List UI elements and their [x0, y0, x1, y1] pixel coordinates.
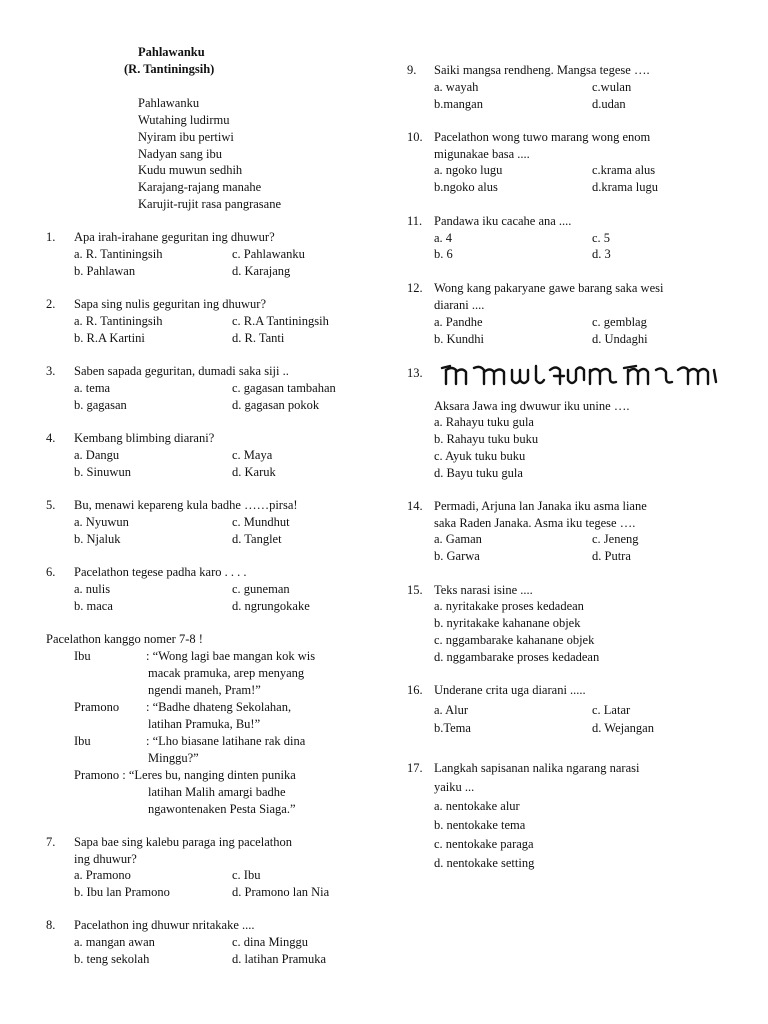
- question-text: Saben sapada geguritan, dumadi saka siji ..: [74, 364, 289, 378]
- option-c: c. Jeneng: [592, 532, 639, 546]
- question-number: 2.: [46, 297, 56, 311]
- option-c: c. Maya: [232, 448, 273, 462]
- dialog-line: Minggu?”: [148, 751, 199, 765]
- option-a: a. Alur: [434, 703, 469, 717]
- option-b: b. Sinuwun: [74, 465, 131, 479]
- option-d: d.krama lugu: [592, 180, 658, 194]
- option-c: c. 5: [592, 231, 611, 245]
- option-a: a. R. Tantiningsih: [74, 247, 163, 261]
- option-d: d. latihan Pramuka: [232, 952, 327, 966]
- dialog-line: : “Lho biasane latihane rak dina: [146, 734, 306, 748]
- question-number: 12.: [407, 281, 423, 295]
- option-d: d. Tanglet: [232, 532, 282, 546]
- dialog-line: ngendi maneh, Pram!”: [148, 683, 261, 697]
- option-c: c. guneman: [232, 582, 290, 596]
- option-d: d. Bayu tuku gula: [434, 466, 523, 480]
- option-a: a. 4: [434, 231, 453, 245]
- question-number: 3.: [46, 364, 56, 378]
- question-text: Saiki mangsa rendheng. Mangsa tegese ….: [434, 63, 650, 77]
- poem-author: (R. Tantiningsih): [124, 62, 215, 76]
- option-b: b. R.A Kartini: [74, 331, 145, 345]
- option-b: b. Ibu lan Pramono: [74, 885, 170, 899]
- question-number: 17.: [407, 761, 423, 775]
- option-c: c.wulan: [592, 80, 632, 94]
- question-number: 9.: [407, 63, 417, 77]
- question-number: 6.: [46, 565, 56, 579]
- option-d: d. nentokake setting: [434, 856, 535, 870]
- question-text: Langkah sapisanan nalika ngarang narasi: [434, 761, 640, 775]
- option-d: d.udan: [592, 97, 626, 111]
- dialog-line: : “Wong lagi bae mangan kok wis: [146, 649, 316, 663]
- option-c: c. dina Minggu: [232, 935, 309, 949]
- question-number: 8.: [46, 918, 56, 932]
- option-c: c. gemblag: [592, 315, 647, 329]
- question-text: Bu, menawi kepareng kula badhe ……pirsa!: [74, 498, 298, 512]
- poem-line: Wutahing ludirmu: [138, 113, 230, 127]
- question-text: diarani ....: [434, 298, 485, 312]
- dialog-speaker: Pramono: [74, 700, 120, 714]
- question-text: Sapa bae sing kalebu paraga ing pacelathon: [74, 835, 292, 849]
- question-number: 1.: [46, 230, 56, 244]
- option-c: c. Ibu: [232, 868, 261, 882]
- option-b: b. maca: [74, 599, 113, 613]
- question-text: Kembang blimbing diarani?: [74, 431, 215, 445]
- option-c: c. Latar: [592, 703, 631, 717]
- option-b: b. gagasan: [74, 398, 127, 412]
- option-b: b. Garwa: [434, 549, 480, 563]
- option-a: a. Dangu: [74, 448, 120, 462]
- question-text: Underane crita uga diarani .....: [434, 683, 586, 697]
- option-a: a. nulis: [74, 582, 111, 596]
- poem-line: Nyiram ibu pertiwi: [138, 130, 234, 144]
- question-text: Teks narasi isine ....: [434, 583, 533, 597]
- option-d: d. Pramono lan Nia: [232, 885, 330, 899]
- option-b: b.mangan: [434, 97, 483, 111]
- dialog-line: ngawontenaken Pesta Siaga.”: [148, 802, 296, 816]
- question-text: migunakae basa ....: [434, 147, 530, 161]
- question-text: Wong kang pakaryane gawe barang saka wesi: [434, 281, 664, 295]
- poem-line: Nadyan sang ibu: [138, 147, 223, 161]
- option-b: b. nentokake tema: [434, 818, 526, 832]
- poem-line: Pahlawanku: [138, 96, 200, 110]
- option-c: c. gagasan tambahan: [232, 381, 336, 395]
- javanese-script-image: [440, 362, 720, 388]
- poem-line: Karujit-rujit rasa pangrasane: [138, 197, 281, 211]
- option-d: d. Putra: [592, 549, 631, 563]
- question-text: ing dhuwur?: [74, 852, 137, 866]
- question-text: saka Raden Janaka. Asma iku tegese ….: [434, 516, 636, 530]
- question-number: 10.: [407, 130, 423, 144]
- option-a: a. tema: [74, 381, 111, 395]
- option-c: c. Ayuk tuku buku: [434, 449, 526, 463]
- option-a: a. nyritakake proses kedadean: [434, 599, 584, 613]
- question-number: 15.: [407, 583, 423, 597]
- option-b: b. Njaluk: [74, 532, 121, 546]
- option-d: d. Wejangan: [592, 721, 654, 735]
- option-b: b. Pahlawan: [74, 264, 136, 278]
- question-text: Pacelathon tegese padha karo . . . .: [74, 565, 247, 579]
- question-number: 4.: [46, 431, 56, 445]
- question-text: Permadi, Arjuna lan Janaka iku asma liane: [434, 499, 647, 513]
- option-d: d. 3: [592, 247, 611, 261]
- dialog-line: : “Badhe dhateng Sekolahan,: [146, 700, 292, 714]
- question-number: 5.: [46, 498, 56, 512]
- option-b: b. Rahayu tuku buku: [434, 432, 539, 446]
- option-b: b. Kundhi: [434, 332, 484, 346]
- option-a: a. Pramono: [74, 868, 131, 882]
- dialog-line: macak pramuka, arep menyang: [148, 666, 305, 680]
- question-number: 14.: [407, 499, 423, 513]
- question-number: 16.: [407, 683, 423, 697]
- option-c: c. nentokake paraga: [434, 837, 534, 851]
- dialog-line: latihan Malih amargi badhe: [148, 785, 286, 799]
- option-d: d. nggambarake proses kedadean: [434, 650, 600, 664]
- dialog-speaker: Ibu: [74, 734, 91, 748]
- option-b: b. 6: [434, 247, 453, 261]
- option-a: a. Nyuwun: [74, 515, 129, 529]
- option-d: d. Karuk: [232, 465, 276, 479]
- question-number: 13.: [407, 366, 423, 380]
- question-text: Aksara Jawa ing dwuwur iku unine ….: [434, 399, 630, 413]
- option-c: c. nggambarake kahanane objek: [434, 633, 595, 647]
- option-a: a. Gaman: [434, 532, 482, 546]
- dialog-line: latihan Pramuka, Bu!”: [148, 717, 261, 731]
- option-b: b.Tema: [434, 721, 471, 735]
- question-text: yaiku ...: [434, 780, 475, 794]
- option-c: c.krama alus: [592, 163, 656, 177]
- question-number: 7.: [46, 835, 56, 849]
- poem-line: Kudu muwun sedhih: [138, 163, 243, 177]
- option-a: a. Pandhe: [434, 315, 483, 329]
- option-b: b. nyritakake kahanane objek: [434, 616, 581, 630]
- option-a: a. ngoko lugu: [434, 163, 503, 177]
- question-text: Pacelathon ing dhuwur nritakake ....: [74, 918, 255, 932]
- question-text: Sapa sing nulis geguritan ing dhuwur?: [74, 297, 266, 311]
- option-a: a. R. Tantiningsih: [74, 314, 163, 328]
- option-c: c. R.A Tantiningsih: [232, 314, 329, 328]
- dialog-intro: Pacelathon kanggo nomer 7-8 !: [46, 632, 203, 646]
- option-c: c. Pahlawanku: [232, 247, 305, 261]
- option-b: b. teng sekolah: [74, 952, 150, 966]
- question-number: 11.: [407, 214, 423, 228]
- option-d: d. ngrungokake: [232, 599, 310, 613]
- option-a: a. Rahayu tuku gula: [434, 415, 534, 429]
- option-c: c. Mundhut: [232, 515, 290, 529]
- option-d: d. Karajang: [232, 264, 291, 278]
- option-a: a. nentokake alur: [434, 799, 520, 813]
- poem-line: Karajang-rajang manahe: [138, 180, 262, 194]
- option-d: d. gagasan pokok: [232, 398, 320, 412]
- option-b: b.ngoko alus: [434, 180, 498, 194]
- option-d: d. R. Tanti: [232, 331, 285, 345]
- dialog-line: Pramono : “Leres bu, nanging dinten punika: [74, 768, 296, 782]
- question-text: Pacelathon wong tuwo marang wong enom: [434, 130, 651, 144]
- poem-title: Pahlawanku: [138, 45, 205, 59]
- option-a: a. wayah: [434, 80, 479, 94]
- option-a: a. mangan awan: [74, 935, 155, 949]
- option-d: d. Undaghi: [592, 332, 648, 346]
- dialog-speaker: Ibu: [74, 649, 91, 663]
- question-text: Apa irah-irahane geguritan ing dhuwur?: [74, 230, 275, 244]
- question-text: Pandawa iku cacahe ana ....: [434, 214, 572, 228]
